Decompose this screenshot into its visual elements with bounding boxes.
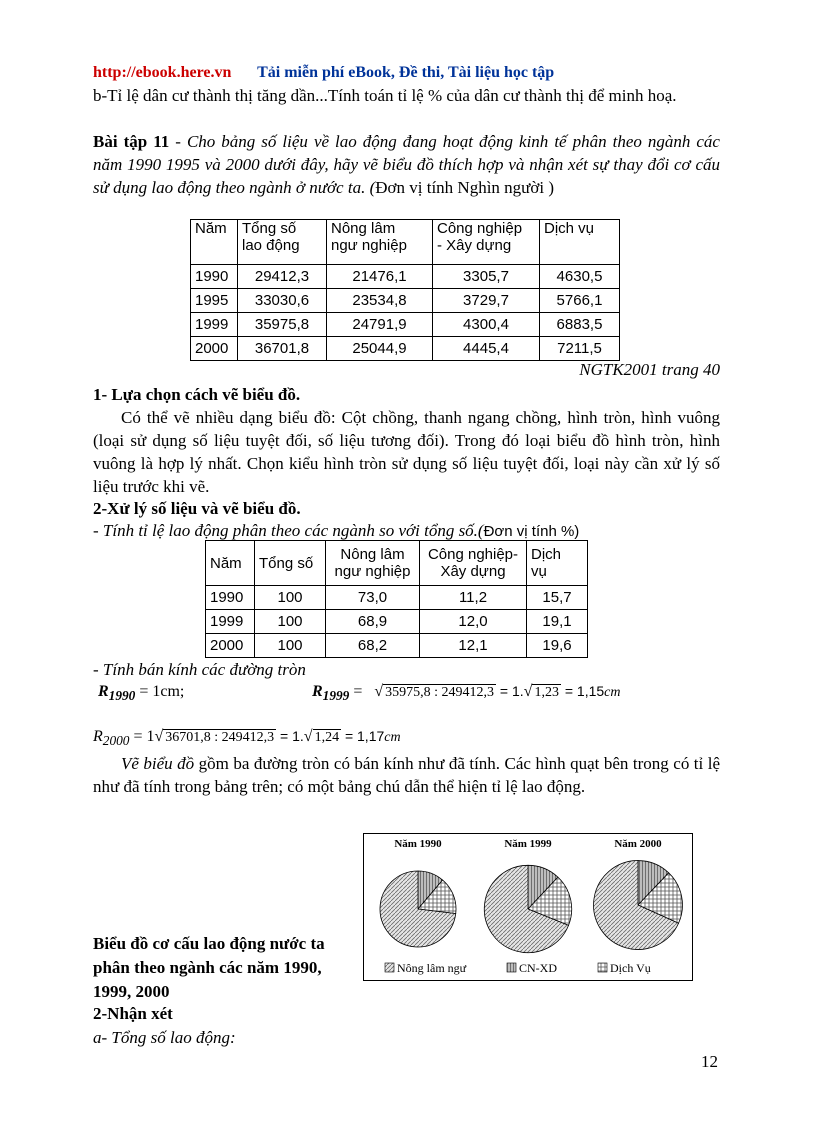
exercise-dash: - [169,132,187,151]
pie-title-2: Năm 2000 [614,838,662,850]
table-cell: 73,0 [326,586,420,610]
section2-title: 2-Xử lý số liệu và vẽ biểu đồ. [93,499,301,518]
table-row [206,610,588,634]
section1-title: 1- Lựa chọn cách vẽ biểu đồ. [93,385,301,404]
table-header-cell: Dịch vụ [540,220,620,265]
table-header-cell: Dịch vụ [527,541,588,586]
table-cell: 3729,7 [433,289,540,313]
pie-chart-figure [363,833,693,981]
table-row [191,313,620,337]
table-cell: 23534,8 [327,289,433,313]
legend-label-1: CN-XD [519,961,557,975]
section3-title: 2-Nhận xét [93,1004,173,1023]
table-cell: 15,7 [527,586,588,610]
formula-r2000: $R_{2000} = 1√$ 36701,8 : 249412,3 = 1.√ 1,24 = 1,17cm [93,728,401,749]
table-cell: 4300,4 [433,313,540,337]
table-cell: 33030,6 [238,289,327,313]
percent-table [205,540,588,658]
pie-title-0: Năm 1990 [394,838,442,850]
table-cell: 2000 [191,337,238,361]
table-header-cell: Nông lâm ngư nghiệp [327,220,433,265]
draw-paragraph [93,752,720,798]
header-slogan: Tải miễn phí eBook, Đề thi, Tài liệu học tập [257,64,555,81]
table-cell: 3305,7 [433,265,540,289]
table-header-row [206,541,588,586]
table-header-cell: Năm [191,220,238,265]
legend-swatch-2 [598,963,607,972]
section2-bullet-unit: Đơn vị tính %) [483,523,580,540]
table-cell: 100 [255,586,326,610]
table-cell: 2000 [206,634,255,658]
legend-label-2: Dịch Vụ [610,961,651,975]
exercise-unit: Đơn vị tính Nghìn người ) [375,178,555,197]
table-cell: 100 [255,610,326,634]
table-cell: 24791,9 [327,313,433,337]
legend-label-0: Nông lâm ngư [397,961,467,975]
table-cell: 100 [255,634,326,658]
header-site-link[interactable]: http://ebook.here.vn [93,64,232,81]
table-header-row [191,220,620,265]
table-cell: 1990 [191,265,238,289]
table-header-cell: Nông lâm ngư nghiệp [326,541,420,586]
table-header-cell: Công nghiệp - Xây dựng [433,220,540,265]
table-cell: 68,9 [326,610,420,634]
table-header-cell: Tổng số [255,541,326,586]
page-header [93,64,554,82]
legend-swatch-1 [507,963,516,972]
table-header-cell: Tổng số lao động [238,220,327,265]
table-cell: 5766,1 [540,289,620,313]
table-row [191,265,620,289]
formula-r1990: $R_{1990} = 1cm$; [98,683,185,704]
labor-table [190,219,620,361]
table-cell: 1995 [191,289,238,313]
table-cell: 11,2 [420,586,527,610]
table-header-cell: Công nghiệp- Xây dựng [420,541,527,586]
table-cell: 36701,8 [238,337,327,361]
table-cell: 1999 [206,610,255,634]
section1-body: Có thể vẽ nhiều dạng biểu đồ: Cột chồng, thanh ngang chồng, hình tròn, hình vuông (loại sử dụng số liệu tuyệt đối, số liệu tương đối). Trong đó loại biểu đồ hình tròn, hình vuông là hợp lý nhất. Chọn kiểu hình tròn sử dụng số liệu tuyệt đối, loại này cần xử lý số liệu trước khi vẽ. [93,408,720,496]
table-cell: 29412,3 [238,265,327,289]
table-row [191,289,620,313]
source-note: NGTK2001 trang 40 [579,360,720,379]
table-cell: 1999 [191,313,238,337]
intro-paragraph: b-Tỉ lệ dân cư thành thị tăng dần...Tính toán tỉ lệ % của dân cư thành thị để minh hoạ. [93,86,677,105]
exercise-label: Bài tập 11 [93,132,170,151]
pie-title-1: Năm 1999 [504,838,552,850]
draw-rest: gồm ba đường tròn có bán kính như đã tính. Các hình quạt bên trong có tỉ lệ như đã tính trong bảng trên; có một bảng chú dẫn thể hiện tỉ lệ lao động. [93,754,720,796]
table-header-cell: Năm [206,541,255,586]
table-cell: 68,2 [326,634,420,658]
table-cell: 6883,5 [540,313,620,337]
draw-lead: Vẽ biểu đồ [121,754,195,773]
table-cell: 4445,4 [433,337,540,361]
table-cell: 25044,9 [327,337,433,361]
radius-bullet: - Tính bán kính các đường tròn [93,660,306,679]
table-row [206,634,588,658]
table-cell: 21476,1 [327,265,433,289]
table-row [206,586,588,610]
table-cell: 7211,5 [540,337,620,361]
table-cell: 19,1 [527,610,588,634]
table-cell: 12,0 [420,610,527,634]
legend-swatch-0 [385,963,394,972]
table-cell: 1990 [206,586,255,610]
table-cell: 19,6 [527,634,588,658]
table-cell: 35975,8 [238,313,327,337]
exercise-text: Cho bảng số liệu về lao động đang hoạt động kinh tế phân theo ngành các năm 1990 1995 và 2000 dưới đây, hãy vẽ biểu đồ thích hợp và nhận xét sự thay đổi cơ cấu sử dụng lao động theo ngành ở nước ta. ( [93,132,720,197]
exercise-paragraph [93,130,720,199]
section2-bullet-text: - Tính tỉ lệ lao động phân theo các ngành so với tổng số.( [93,521,484,540]
table-cell: 12,1 [420,634,527,658]
section3-sub: a- Tổng số lao động: [93,1028,236,1047]
chart-caption: Biểu đồ cơ cấu lao động nước ta phân theo ngành các năm 1990, 1999, 2000 [93,934,325,1001]
page-number: 12 [701,1052,718,1071]
table-cell: 4630,5 [540,265,620,289]
table-row [191,337,620,361]
formula-r1999: $R_{1999}$ = √ 35975,8 : 249412,3 = 1.√ 1,23 = 1,15cm [312,683,621,704]
pie-chart-svg [363,833,693,981]
